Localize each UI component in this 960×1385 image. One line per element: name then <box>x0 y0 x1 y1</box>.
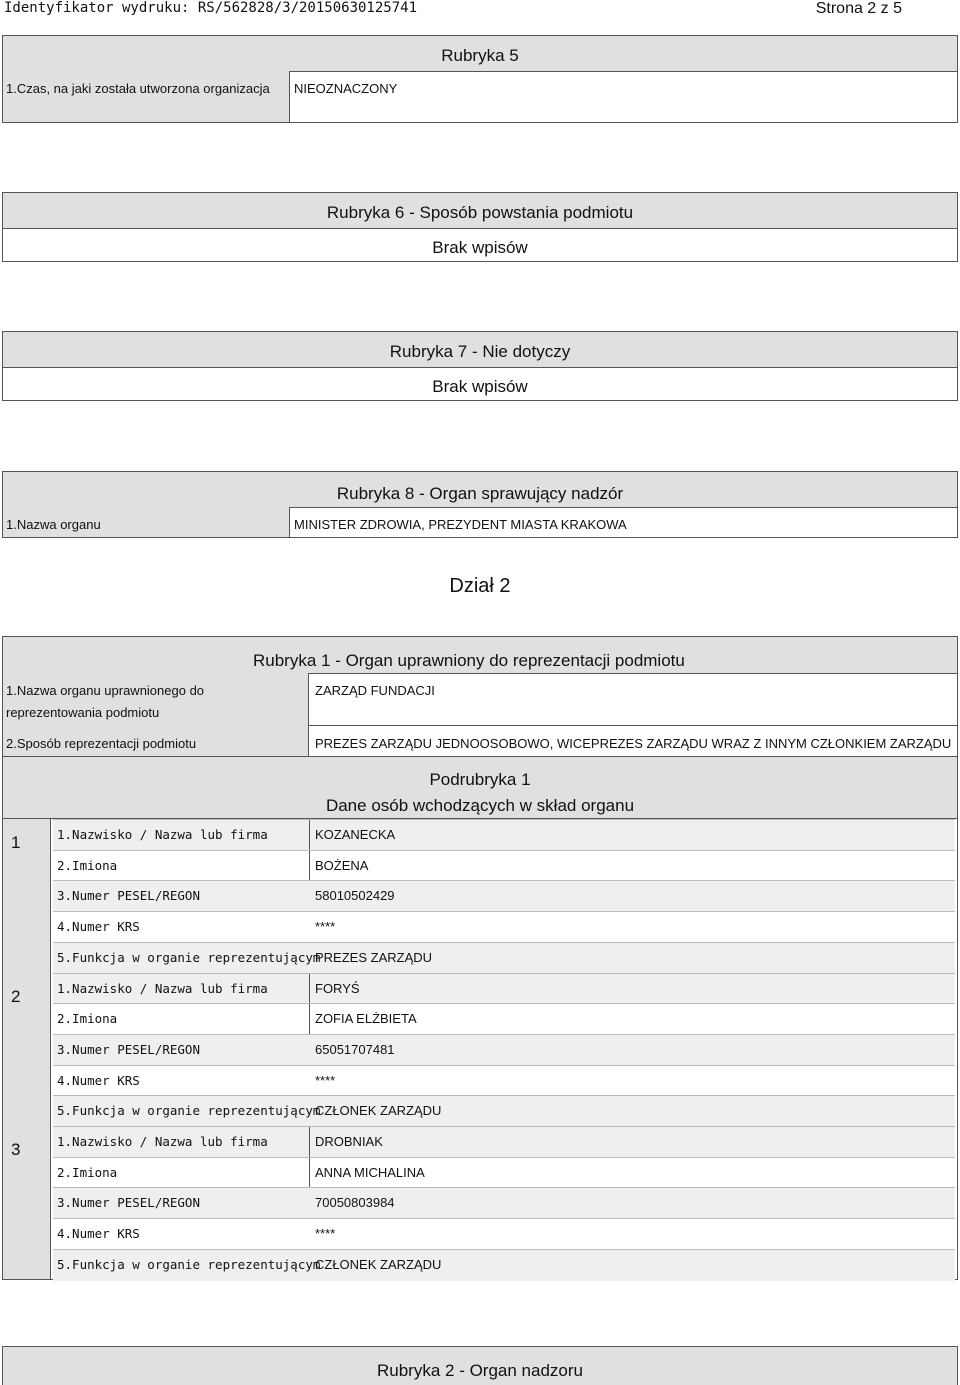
person-field-value: 70050803984 <box>315 1195 395 1211</box>
person-field-label: 1.Nazwisko / Nazwa lub firma <box>57 1134 268 1149</box>
person-field-value: ZOFIA ELŻBIETA <box>315 1011 417 1027</box>
rubryka5-label: 1.Czas, na jaki została utworzona organizacja <box>6 81 270 96</box>
rubryka8-label: 1.Nazwa organu <box>6 517 101 532</box>
rubryka2-section <box>2 1346 958 1385</box>
person-field-label: 3.Numer PESEL/REGON <box>57 1041 200 1057</box>
person-field-label: 1.Nazwisko / Nazwa lub firma <box>57 980 268 996</box>
rubryka6-title: Rubryka 6 - Sposób powstania podmiotu <box>326 203 634 222</box>
person-field-value: CZŁONEK ZARZĄDU <box>315 1256 442 1272</box>
person-field-row <box>53 1218 955 1250</box>
person-field-label: 4.Numer KRS <box>57 919 140 935</box>
person-field-row <box>53 1095 955 1127</box>
persons-list <box>3 819 957 1279</box>
person-field-label: 2.Imiona <box>57 1164 118 1180</box>
podrubryka-subtitle: Dane osób wchodzących w skład organu <box>325 796 635 815</box>
dzial-title: Dział 2 <box>449 575 511 597</box>
person-field-label: 3.Numer PESEL/REGON <box>57 888 200 904</box>
rubryka7-empty: Brak wpisów <box>432 377 528 396</box>
person-field-divider <box>309 851 310 882</box>
d2r1-value1: ZARZĄD FUNDACJI <box>315 683 435 698</box>
person-field-value: 58010502429 <box>315 888 395 904</box>
rubryka5-title: Rubryka 5 <box>441 46 519 65</box>
rubryka8-value: MINISTER ZDROWIA, PREZYDENT MIASTA KRAKOWA <box>294 517 627 532</box>
person-number: 2 <box>11 986 21 1006</box>
rubryka5-value-cell <box>289 71 957 122</box>
person-field-row <box>53 1187 955 1219</box>
person-field-label: 3.Numer PESEL/REGON <box>57 1195 200 1211</box>
person-field-value: **** <box>315 919 336 935</box>
d2r1-value1-cell <box>308 673 957 726</box>
rubryka2-title: Rubryka 2 - Organ nadzoru <box>377 1361 583 1380</box>
person-field-value: PREZES ZARZĄDU <box>315 949 433 965</box>
person-field-row <box>53 1126 955 1158</box>
person-field-row <box>53 1249 955 1281</box>
person-field-value: KOZANECKA <box>315 827 396 842</box>
rubryka7-section <box>2 331 958 401</box>
person-field-value: 65051707481 <box>315 1041 395 1057</box>
d2r1-label2: 2.Sposób reprezentacji podmiotu <box>6 736 197 751</box>
person-field-divider <box>309 1127 310 1158</box>
podrubryka-title: Podrubryka 1 <box>429 770 531 789</box>
person-number: 3 <box>11 1140 21 1159</box>
person-field-row <box>53 1065 955 1097</box>
person-field-label: 5.Funkcja w organie reprezentującym <box>57 949 321 965</box>
d2r1-value2-cell <box>308 726 957 757</box>
rubryka8-section <box>2 471 958 538</box>
rubryka5-section <box>2 35 958 123</box>
d2r1-title: Rubryka 1 - Organ uprawniony do reprezentacji podmiotu <box>253 651 685 670</box>
person-field-row <box>53 1157 955 1189</box>
rubryka6-header <box>3 193 957 229</box>
rubryka8-value-cell <box>289 507 957 537</box>
person-field-divider <box>309 1158 310 1189</box>
person-field-value: CZŁONEK ZARZĄDU <box>315 1103 442 1119</box>
person-field-label: 5.Funkcja w organie reprezentującym <box>57 1256 321 1272</box>
person-field-row <box>53 880 955 912</box>
person-field-value: **** <box>315 1072 336 1088</box>
d2r1-label1: 1.Nazwa organu uprawnionego do reprezentowania podmiotu <box>6 683 205 720</box>
rubryka6-empty: Brak wpisów <box>432 238 528 257</box>
rubryka5-value: NIEOZNACZONY <box>294 81 398 96</box>
person-field-row <box>53 1003 955 1035</box>
rubryka7-header <box>3 332 957 368</box>
print-identifier: Identyfikator wydruku: RS/562828/3/20150630125741 <box>4 0 418 16</box>
person-field-label: 1.Nazwisko / Nazwa lub firma <box>57 827 268 842</box>
person-field-value: ANNA MICHALINA <box>315 1164 425 1180</box>
d2r1-value2: PREZES ZARZĄDU JEDNOOSOBOWO, WICEPREZES ZARZĄDU WRAZ Z INNYM CZŁONKIEM ZARZĄDU <box>315 736 952 751</box>
person-field-value: FORYŚ <box>315 980 360 996</box>
person-field-value: DROBNIAK <box>315 1134 383 1149</box>
person-field-divider <box>309 1004 310 1035</box>
person-field-divider <box>309 974 310 1005</box>
person-field-row <box>53 911 955 943</box>
person-field-label: 2.Imiona <box>57 1011 118 1027</box>
person-field-row <box>53 1034 955 1066</box>
podrubryka-section <box>2 756 958 1280</box>
person-field-label: 4.Numer KRS <box>57 1072 140 1088</box>
person-field-row <box>53 850 955 882</box>
person-field-row <box>53 973 955 1005</box>
rubryka8-title: Rubryka 8 - Organ sprawujący nadzór <box>336 484 624 503</box>
page-number: Strona 2 z 5 <box>815 0 902 17</box>
person-field-row <box>53 819 955 851</box>
rubryka6-section <box>2 192 958 262</box>
person-field-label: 5.Funkcja w organie reprezentującym <box>57 1103 321 1119</box>
person-field-label: 4.Numer KRS <box>57 1226 140 1242</box>
person-number: 1 <box>11 833 21 852</box>
person-field-value: BOŻENA <box>315 857 369 873</box>
person-field-value: **** <box>315 1226 336 1242</box>
podrubryka-header <box>3 757 957 819</box>
person-field-divider <box>309 820 310 851</box>
d2r1-section <box>2 636 958 758</box>
rubryka7-title: Rubryka 7 - Nie dotyczy <box>389 342 571 361</box>
person-field-row <box>53 942 955 974</box>
person-field-label: 2.Imiona <box>57 857 118 873</box>
